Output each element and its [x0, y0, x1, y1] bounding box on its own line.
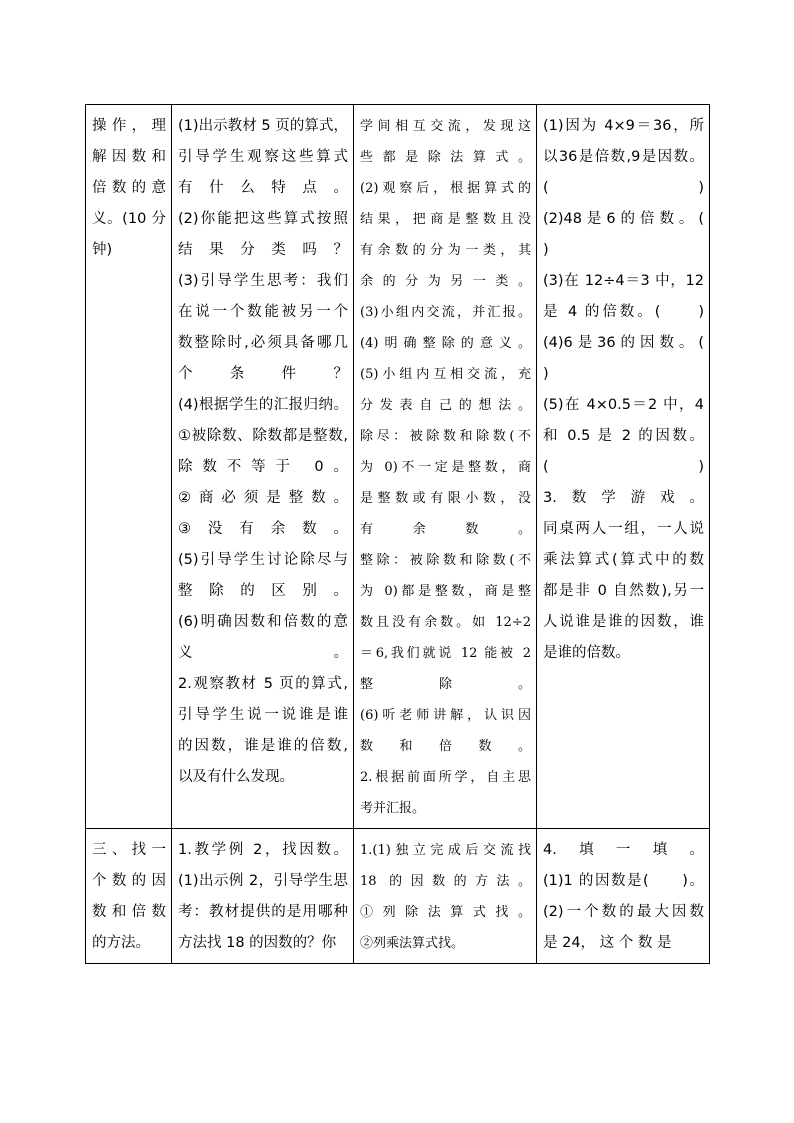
- text-line: 方法找 18 的因数的？你: [178, 935, 337, 951]
- text-line: 除数不等于 0。: [178, 459, 348, 475]
- text-line: 和 0.5 是 2 的因数。: [543, 428, 704, 444]
- text-line: 是谁的倍数。: [543, 645, 630, 661]
- text-line: 为 0)都是整数，商是整: [360, 584, 531, 599]
- text-line: 分发表自己的想法。: [360, 398, 531, 413]
- text-line: 有余数的分为一类，其: [360, 243, 531, 258]
- text-line: 为 0)不一定是整数，商: [360, 460, 531, 475]
- text-line: ( ): [543, 459, 704, 475]
- text-line: 操作，理: [92, 118, 166, 134]
- stage-cell: [86, 829, 172, 964]
- text-line: 解因数和: [92, 149, 166, 165]
- text-line: 考：教材提供的是用哪种: [178, 904, 348, 920]
- text-line: 的方法。: [92, 935, 150, 951]
- text-line: (4)根据学生的汇报归纳。: [178, 397, 348, 413]
- text-line: 人说谁是谁的因数，谁: [543, 614, 704, 630]
- text-line: 钟): [92, 242, 113, 258]
- text-line: 是整数或有限小数，没: [360, 491, 531, 506]
- student-activity-text: [360, 835, 531, 959]
- teacher-activity-cell: [172, 829, 354, 964]
- text-line: 结果分类吗？: [178, 242, 348, 258]
- text-line: (2)48是6的倍数。( ): [543, 211, 733, 258]
- text-line: 结果，把商是整数且没: [360, 212, 531, 227]
- text-line: 4.填一填。: [543, 842, 704, 858]
- text-line: 都是非 0 自然数),另一: [543, 583, 704, 599]
- lesson-plan-table: [85, 104, 733, 964]
- text-line: 的因数，谁是谁的倍数,: [178, 738, 348, 754]
- text-line: 数和倍数。: [360, 739, 531, 754]
- text-line: (2)你能把这些算式按照: [178, 211, 348, 227]
- text-line: 有什么特点。: [178, 180, 348, 196]
- text-line: 引导学生说一说谁是谁: [178, 707, 348, 723]
- text-line: 在说一个数能被另一个: [178, 304, 348, 320]
- stage-text: [92, 111, 166, 266]
- text-line: 2.观察教材 5 页的算式,: [178, 676, 348, 692]
- text-line: (1)1 的因数是( )。: [543, 873, 704, 889]
- text-line: (4)明确整除的意义。: [360, 336, 531, 351]
- text-line: 义。(10 分: [92, 211, 166, 227]
- text-line: 以36是倍数,9是因数。: [543, 149, 704, 165]
- text-line: (6)听老师讲解，认识因: [360, 708, 531, 723]
- text-line: (1)出示例 2，引导学生思: [178, 873, 348, 889]
- text-line: 学间相互交流，发现这: [360, 119, 531, 134]
- exercise-cell: [537, 105, 733, 829]
- text-line: 个数的因: [92, 873, 166, 889]
- text-line: ③没有余数。: [178, 521, 348, 537]
- student-activity-cell: [354, 829, 537, 964]
- text-line: 整除。: [360, 677, 531, 692]
- text-line: ＝6,我们就说 12 能被 2: [360, 646, 531, 661]
- text-line: (3)引导学生思考：我们: [178, 273, 348, 289]
- text-line: 义。: [178, 645, 348, 661]
- text-line: 个条件？: [178, 366, 348, 382]
- text-line: 以及有什么发现。: [178, 769, 294, 785]
- text-line: 2.根据前面所学，自主思: [360, 770, 531, 785]
- text-line: 数和倍数: [92, 904, 166, 920]
- text-line: 三、找一: [92, 842, 166, 858]
- exercise-cell: [537, 829, 710, 964]
- table-row: [86, 105, 710, 829]
- text-line: 乘法算式(算式中的数: [543, 552, 704, 568]
- text-line: (6)明确因数和倍数的意: [178, 614, 348, 630]
- text-line: 些都是除法算式。: [360, 150, 531, 165]
- text-line: (5)引导学生讨论除尽与: [178, 552, 348, 568]
- text-line: 1.(1)独立完成后交流找: [360, 843, 531, 858]
- text-line: 有余数。: [360, 522, 531, 537]
- teacher-activity-text: [178, 835, 348, 959]
- text-line: 是 4 的倍数。( ): [543, 304, 704, 320]
- text-line: ②商必须是整数。: [178, 490, 348, 506]
- student-activity-text: [360, 111, 531, 824]
- teacher-activity-text: [178, 111, 348, 793]
- teacher-activity-cell: [172, 105, 354, 829]
- text-line: 整除的区别。: [178, 583, 348, 599]
- text-line: 引导学生观察这些算式: [178, 149, 348, 165]
- text-line: 18 的因数的方法。: [360, 874, 531, 889]
- text-line: 整除：被除数和除数(不: [360, 553, 531, 568]
- text-line: (4)6是36的因数。( ): [543, 335, 733, 382]
- text-line: (5)小组内互相交流，充: [360, 367, 531, 382]
- text-line: 数整除时,必须具备哪几: [178, 335, 348, 351]
- text-line: 1.教学例 2，找因数。: [178, 842, 348, 858]
- exercise-text: [543, 111, 733, 669]
- table-row: [86, 829, 710, 964]
- text-line: 倍数的意: [92, 180, 166, 196]
- text-line: ( ): [543, 180, 704, 196]
- exercise-text: [543, 835, 704, 959]
- stage-cell: [86, 105, 172, 829]
- text-line: ①列除法算式找。: [360, 905, 531, 920]
- text-line: 除尽：被除数和除数(不: [360, 429, 531, 444]
- text-line: 考并汇报。: [360, 801, 426, 816]
- text-line: (1)出示教材 5 页的算式，: [178, 118, 348, 134]
- text-line: 数且没有余数。如 12÷2: [360, 615, 531, 630]
- student-activity-cell: [354, 105, 537, 829]
- text-line: 同桌两人一组，一人说: [543, 521, 704, 537]
- text-line: 3.数学游戏。: [543, 490, 704, 506]
- text-line: (2)一个数的最大因数: [543, 904, 704, 920]
- text-line: 余的分为另一类。: [360, 274, 531, 289]
- text-line: (5)在 4×0.5＝2 中，4: [543, 397, 704, 413]
- text-line: ②列乘法算式找。: [360, 936, 465, 951]
- text-line: (3)在 12÷4＝3 中，12: [543, 273, 704, 289]
- text-line: (3)小组内交流，并汇报。: [360, 305, 531, 320]
- text-line: (2)观察后，根据算式的: [360, 181, 531, 196]
- stage-text: [92, 835, 166, 959]
- text-line: (1)因为 4×9＝36，所: [543, 118, 704, 134]
- text-line: 是 24， 这 个 数 是: [543, 935, 672, 951]
- text-line: ①被除数、除数都是整数,: [178, 428, 348, 444]
